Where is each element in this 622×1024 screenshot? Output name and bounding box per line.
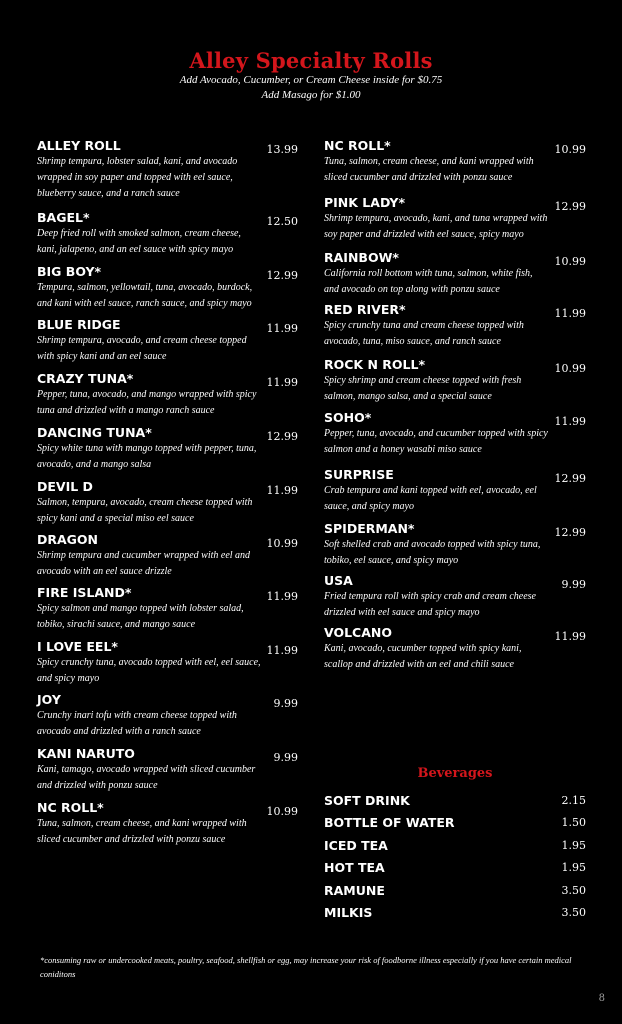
item-name: RED RIVER* [324,302,406,317]
item-name: BAGEL* [37,210,90,225]
item-price: 13.99 [266,143,298,156]
item-description: Kani, avocado, cucumber topped with spicy kani, scallop and drizzled with an eel and chili sauce [324,643,522,670]
item-description: Spicy shrimp and cream cheese topped with fresh salmon, mango salsa, and a special sauce [324,375,522,402]
item-price: 12.99 [554,472,586,485]
item-description: Shrimp tempura, avocado, and cream cheese topped with spicy kani and an eel sauce [37,335,247,362]
item-price: 11.99 [266,376,298,389]
beverage-name: RAMUNE [324,882,385,898]
item-price: 11.99 [554,630,586,643]
masago-note: Add Masago for $1.00 [261,89,361,101]
item-price: 9.99 [561,578,586,591]
item-name: SURPRISE [324,467,394,482]
menu-item [324,195,586,243]
item-description: Kani, tamago, avocado wrapped with sliced cucumber and drizzled with ponzu sauce [37,764,256,791]
left-menu-column [37,138,298,848]
menu-item [37,425,298,473]
menu-item [324,410,586,458]
beverage-item [324,813,586,835]
item-name: JOY [37,692,61,707]
item-description: California roll bottom with tuna, salmon, white fish, and avocado on top along with ponzu sauce [324,268,533,295]
beverage-price: 1.95 [561,838,586,852]
item-name: BIG BOY* [37,264,102,279]
item-description: Shrimp tempura, avocado, kani, and tuna wrapped with soy paper and drizzled with eel sauce, spicy mayo [324,213,548,240]
beverage-price: 2.15 [561,794,586,807]
item-description: Tempura, salmon, yellowtail, tuna, avocado, burdock, and kani with eel sauce, ranch sauce, and spicy mayo [37,282,253,309]
item-description: Spicy white tuna with mango topped with pepper, tuna, avocado, and a mango salsa [37,443,257,470]
item-description: Shrimp tempura, lobster salad, kani, and avocado wrapped in soy paper and topped with eel sauce, blueberry sauce, and a ranch sauce [37,156,238,199]
item-name: ROCK N ROLL* [324,357,425,372]
item-price: 10.99 [266,537,298,550]
item-price: 9.99 [273,697,298,710]
item-price: 10.99 [554,143,586,156]
item-price: 10.99 [554,255,586,268]
menu-item [37,479,298,527]
item-name: ALLEY ROLL [37,138,121,153]
beverage-name: HOT TEA [324,860,385,876]
item-name: NC ROLL* [37,800,104,815]
page-number: 8 [598,993,605,1004]
item-description: Crab tempura and kani topped with eel, avocado, eel sauce, and spicy mayo [324,485,537,512]
item-price: 10.99 [554,362,586,375]
item-description: Shrimp tempura and cucumber wrapped with eel and avocado with an eel sauce drizzle [37,550,251,577]
menu-item [37,692,298,740]
menu-item [37,585,298,633]
item-name: DRAGON [37,532,99,547]
item-price: 11.99 [266,590,298,603]
beverage-item [324,791,586,813]
item-description: Spicy crunchy tuna and cream cheese topped with avocado, tuna, miso sauce, and ranch sauce [324,320,524,347]
item-name: SPIDERMAN* [324,521,415,536]
beverage-name: ICED TEA [324,837,388,853]
menu-item [37,317,298,365]
item-name: USA [324,573,353,588]
menu-item [324,467,586,515]
beverage-name: MILKIS [324,904,373,920]
item-price: 12.50 [266,215,298,228]
beverage-price: 3.50 [561,883,586,897]
item-name: VOLCANO [324,625,392,640]
item-price: 9.99 [273,751,298,764]
beverages-list [324,791,586,925]
item-description: Fried tempura roll with spicy crab and cream cheese drizzled with eel sauce and spicy mayo [324,591,536,618]
menu-item [37,746,298,794]
beverage-item [324,881,586,903]
beverages-heading: Beverages [417,766,493,781]
item-name: DANCING TUNA* [37,425,152,440]
beverage-item [324,836,586,858]
item-name: DEVIL D [37,479,93,494]
item-description: Soft shelled crab and avocado topped with spicy tuna, tobiko, eel sauce, and spicy mayo [324,539,541,566]
item-description: Spicy crunchy tuna, avocado topped with eel, eel sauce, and spicy mayo [37,657,261,684]
item-description: Tuna, salmon, cream cheese, and kani wrapped with sliced cucumber and drizzled with ponzu sauce [324,156,534,183]
menu-item [324,573,586,621]
beverage-item [324,903,586,925]
item-description: Pepper, tuna, avocado, and cucumber topped with spicy salmon and a honey wasabi miso sauce [324,428,548,455]
beverage-price: 3.50 [561,905,586,919]
health-disclaimer: *consuming raw or undercooked meats, poultry, seafood, shellfish or egg, may increase your risk of foodborne illness especially if you have certain medical coniditons [40,955,572,979]
menu-item [324,625,586,673]
menu-header [0,48,622,103]
menu-item [324,357,586,405]
item-price: 12.99 [266,269,298,282]
item-description: Deep fried roll with smoked salmon, cream cheese, kani, jalapeno, and an eel sauce with spicy mayo [37,228,241,255]
beverage-price: 1.50 [561,816,586,830]
item-name: SOHO* [324,410,372,425]
right-menu-column [324,138,586,673]
beverage-name: SOFT DRINK [324,793,410,808]
menu-item [37,532,298,580]
item-price: 10.99 [266,805,298,818]
menu-item [324,521,586,569]
add-ons-note: Add Avocado, Cucumber, or Cream Cheese inside for $0.75 [179,74,443,86]
item-name: PINK LADY* [324,195,406,210]
item-description: Crunchy inari tofu with cream cheese topped with avocado and drizzled with a ranch sauce [37,710,237,737]
beverage-item [324,858,586,880]
menu-item [324,302,586,350]
menu-item [37,264,298,312]
item-description: Pepper, tuna, avocado, and mango wrapped with spicy tuna and drizzled with a mango ranch sauce [37,389,257,416]
item-price: 12.99 [554,526,586,539]
item-price: 12.99 [554,200,586,213]
menu-item [37,210,298,258]
item-name: CRAZY TUNA* [37,371,134,386]
menu-item [37,800,298,848]
menu-item [37,371,298,419]
menu-item [324,138,586,186]
page-title: Alley Specialty Rolls [189,48,433,73]
beverage-name: BOTTLE OF WATER [324,815,455,831]
item-description: Tuna, salmon, cream cheese, and kani wrapped with sliced cucumber and drizzled with ponzu sauce [37,818,247,845]
item-name: BLUE RIDGE [37,317,121,332]
item-price: 11.99 [554,415,586,428]
beverage-price: 1.95 [561,861,586,875]
item-name: RAINBOW* [324,250,399,265]
item-name: KANI NARUTO [37,746,135,761]
item-name: I LOVE EEL* [37,639,118,654]
item-price: 12.99 [266,430,298,443]
item-description: Spicy salmon and mango topped with lobster salad, tobiko, sirachi sauce, and mango sauce [37,603,244,630]
item-price: 11.99 [266,484,298,497]
item-price: 11.99 [266,322,298,335]
menu-item [324,250,586,298]
item-description: Salmon, tempura, avocado, cream cheese topped with spicy kani and a special miso eel sauce [37,497,253,524]
menu-item [37,138,298,202]
item-price: 11.99 [554,307,586,320]
item-name: NC ROLL* [324,138,391,153]
item-name: FIRE ISLAND* [37,585,132,600]
menu-item [37,639,298,687]
item-price: 11.99 [266,644,298,657]
